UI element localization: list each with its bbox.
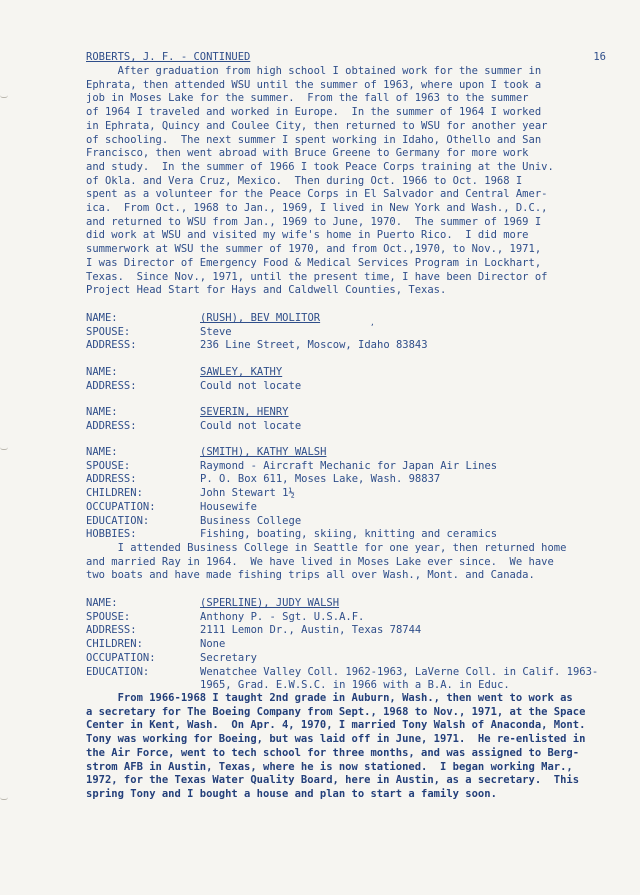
entry-row xyxy=(86,597,606,611)
entry-row xyxy=(86,528,606,542)
entry-row xyxy=(86,611,606,625)
entry-row xyxy=(86,446,606,460)
entry-row xyxy=(86,380,606,394)
story-line: 1972, for the Texas Water Quality Board, here in Austin, as a secretary. This xyxy=(86,774,580,787)
story-line: Tony was working for Boeing, but was laid off in June, 1971. He re-enlisted in xyxy=(86,733,586,746)
story-line: strom AFB in Austin, Texas, where he is now stationed. I began working Mar., xyxy=(86,760,573,773)
field-value: 2111 Lemon Dr., Austin, Texas 78744 xyxy=(200,624,422,637)
page-header xyxy=(86,50,606,64)
paragraph-line: did work at WSU and visited my wife's home in Puerto Rico. I did more xyxy=(86,229,529,242)
page-title: ROBERTS, J. F. - CONTINUED xyxy=(86,51,251,63)
story-line: two boats and have made fishing trips all over Wash., Mont. and Canada. xyxy=(86,569,535,582)
field-value: Could not locate xyxy=(200,419,302,432)
intro-paragraph xyxy=(86,65,606,298)
field-value: Could not locate xyxy=(200,379,302,392)
field-label xyxy=(86,679,200,693)
story-line: and married Ray in 1964. We have lived in Moses Lake ever since. We have xyxy=(86,555,554,568)
paragraph-line: After graduation from high school I obtained work for the summer in xyxy=(86,65,542,77)
field-value: P. O. Box 611, Moses Lake, Wash. 98837 xyxy=(200,473,441,486)
alumni-entry xyxy=(86,406,606,433)
paragraph-line: spent as a volunteer for the Peace Corps in El Salvador and Central Amer- xyxy=(86,188,548,201)
entry-row xyxy=(86,666,606,680)
binder-hole-mark xyxy=(0,797,8,800)
field-value: 1965, Grad. E.W.S.C. in 1966 with a B.A. in Educ. xyxy=(200,679,510,692)
entry-name: SEVERIN, HENRY xyxy=(200,406,289,418)
story-line: I attended Business College in Seattle for one year, then returned home xyxy=(86,542,567,554)
field-label: OCCUPATION: xyxy=(86,500,156,513)
field-label: OCCUPATION: xyxy=(86,651,156,664)
entry-row xyxy=(86,420,606,434)
field-label: ADDRESS: xyxy=(86,379,137,392)
story-line: a secretary for The Boeing Company from Sept., 1968 to Nov., 1971, at the Space xyxy=(86,705,586,718)
field-label: EDUCATION: xyxy=(86,665,150,678)
paragraph-line: ica. From Oct., 1968 to Jan., 1969, I lived in New York and Wash., D.C., xyxy=(86,202,548,215)
entry-row xyxy=(86,473,606,487)
paragraph-line: and study. In the summer of 1966 I took Peace Corps training at the Univ. xyxy=(86,160,554,173)
paragraph-line: of 1964 I traveled and worked in Europe. In the summer of 1964 I worked xyxy=(86,106,542,119)
field-value: None xyxy=(200,638,226,651)
alumni-entry xyxy=(86,597,606,693)
alumni-entry xyxy=(86,312,606,353)
field-label: NAME: xyxy=(86,446,118,458)
paragraph-line: of schooling. The next summer I spent working in Idaho, Othello and San xyxy=(86,133,542,146)
entry-row xyxy=(86,366,606,380)
stray-pen-mark: , xyxy=(370,318,375,327)
field-value: Fishing, boating, skiing, knitting and ceramics xyxy=(200,528,498,541)
entry-name: (SMITH), KATHY WALSH xyxy=(200,446,327,458)
page-number: 16 xyxy=(593,51,606,63)
story-line: From 1966-1968 I taught 2nd grade in Auburn, Wash., then went to work as xyxy=(86,692,573,704)
entry-row xyxy=(86,515,606,529)
paragraph-line: Project Head Start for Hays and Caldwell Counties, Texas. xyxy=(86,284,447,297)
field-value: Steve xyxy=(200,325,232,338)
field-label: ADDRESS: xyxy=(86,473,137,486)
field-value: Housewife xyxy=(200,500,257,513)
field-value: Wenatchee Valley Coll. 1962-1963, LaVerne Coll. in Calif. 1963- xyxy=(200,665,599,678)
binder-hole-mark xyxy=(0,447,8,450)
entry-name: (SPERLINE), JUDY WALSH xyxy=(200,597,340,609)
entry-name: SAWLEY, KATHY xyxy=(200,366,283,378)
field-value: John Stewart 1½ xyxy=(200,487,295,500)
alumni-entry xyxy=(86,366,606,393)
entry-name: (RUSH), BEV MOLITOR xyxy=(200,312,321,324)
field-label: CHILDREN: xyxy=(86,638,143,651)
field-value: Business College xyxy=(200,514,302,527)
story-line: spring Tony and I bought a house and plan to start a family soon. xyxy=(86,787,497,800)
paragraph-line: Ephrata, then attended WSU until the summer of 1963, where upon I took a xyxy=(86,78,542,91)
entry-row xyxy=(86,652,606,666)
entry-row xyxy=(86,638,606,652)
field-label: NAME: xyxy=(86,312,118,324)
entry-row xyxy=(86,312,606,326)
field-label: NAME: xyxy=(86,597,118,609)
binder-hole-mark xyxy=(0,95,8,98)
entry-row xyxy=(86,460,606,474)
story-line: the Air Force, went to tech school for three months, and was assigned to Berg- xyxy=(86,746,580,759)
alumni-entry xyxy=(86,446,606,542)
field-value: Secretary xyxy=(200,651,257,664)
field-value: Raymond - Aircraft Mechanic for Japan Air Lines xyxy=(200,459,498,472)
paragraph-line: Francisco, then went abroad with Bruce Greene to Germany for more work xyxy=(86,147,529,160)
paragraph-line: summerwork at WSU the summer of 1970, and from Oct.,1970, to Nov., 1971, xyxy=(86,243,542,256)
field-label: HOBBIES: xyxy=(86,528,137,541)
field-label: SPOUSE: xyxy=(86,459,131,472)
entry-row xyxy=(86,326,606,340)
field-label: ADDRESS: xyxy=(86,339,137,352)
entry-row xyxy=(86,679,606,693)
entry-story xyxy=(86,692,606,802)
paragraph-line: of Okla. and Vera Cruz, Mexico. Then during Oct. 1966 to Oct. 1968 I xyxy=(86,174,523,187)
entry-row xyxy=(86,487,606,501)
field-label: CHILDREN: xyxy=(86,487,143,500)
field-label: SPOUSE: xyxy=(86,610,131,623)
story-line: Center in Kent, Wash. On Apr. 4, 1970, I married Tony Walsh of Anaconda, Mont. xyxy=(86,719,586,732)
entry-row xyxy=(86,501,606,515)
paragraph-line: Texas. Since Nov., 1971, until the present time, I have been Director of xyxy=(86,270,548,283)
entry-row xyxy=(86,406,606,420)
paragraph-line: I was Director of Emergency Food & Medical Services Program in Lockhart, xyxy=(86,256,542,269)
field-label: ADDRESS: xyxy=(86,624,137,637)
field-value: Anthony P. - Sgt. U.S.A.F. xyxy=(200,610,365,623)
field-label: EDUCATION: xyxy=(86,514,150,527)
paragraph-line: and returned to WSU from Jan., 1969 to June, 1970. The summer of 1969 I xyxy=(86,215,542,228)
field-label: NAME: xyxy=(86,366,118,378)
paragraph-line: in Ephrata, Quincy and Coulee City, then returned to WSU for another year xyxy=(86,119,548,132)
entry-row xyxy=(86,624,606,638)
field-label: SPOUSE: xyxy=(86,325,131,338)
field-label: ADDRESS: xyxy=(86,419,137,432)
entry-row xyxy=(86,339,606,353)
paragraph-line: job in Moses Lake for the summer. From the fall of 1963 to the summer xyxy=(86,92,529,105)
field-label: NAME: xyxy=(86,406,118,418)
field-value: 236 Line Street, Moscow, Idaho 83843 xyxy=(200,339,428,352)
entry-story xyxy=(86,542,606,583)
